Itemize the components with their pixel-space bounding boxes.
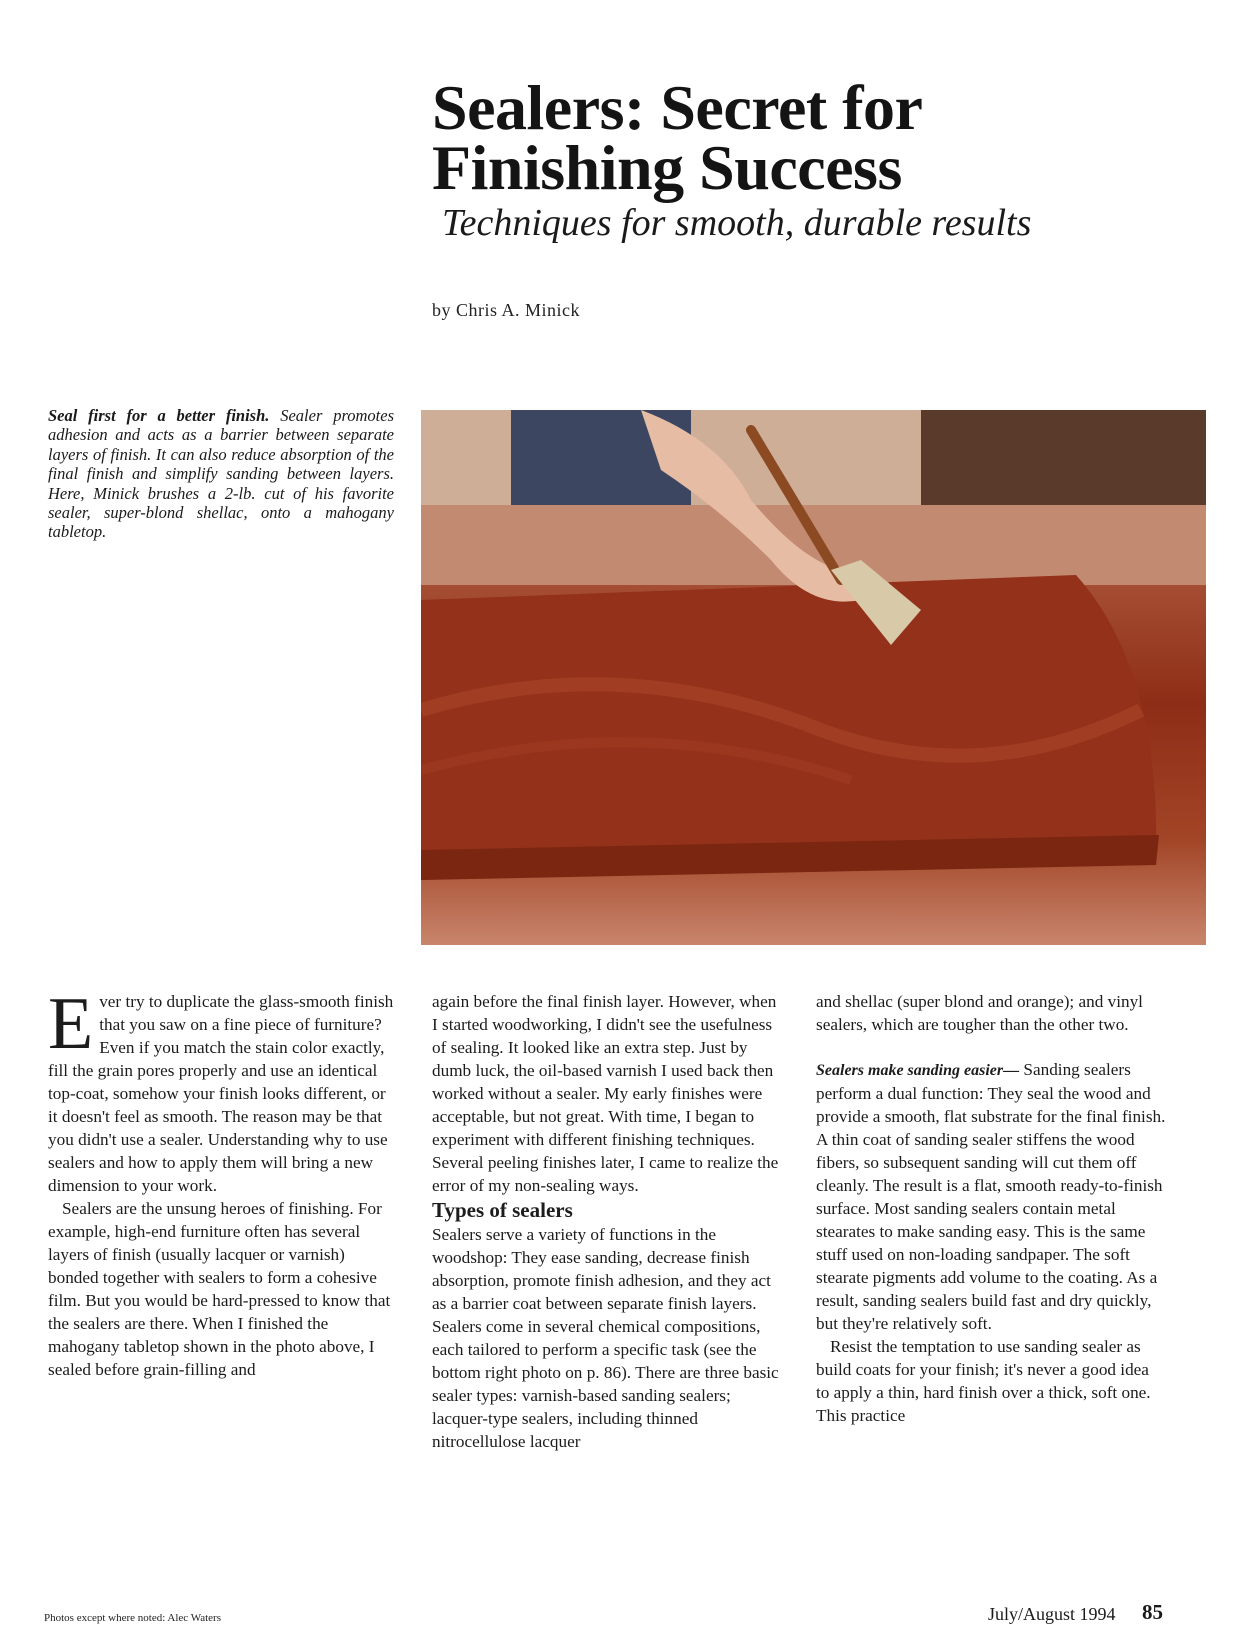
background-shelf: [921, 410, 1206, 510]
paragraph-4: Sealers serve a variety of functions in the woodshop: They ease sanding, decrease finish absorption, promote finish adhesion, and they act as a barrier coat between separate finish layers. Sealers come in several chemical compositions, each tailored to perform a specific task (see the bottom right photo on p. 86). There are three basic sealer types: varnish-based sanding sealers; lacquer-type sealers, including thinned nitrocellulose lacquer: [432, 1225, 779, 1451]
photo-caption: [48, 406, 394, 542]
paragraph-intro-text: ver try to duplicate the glass-smooth finish that you saw on a fine piece of furniture? Even if you match the stain color exactly, fill the grain pores properly and use an identical top-coat, somehow your finish looks different, or it doesn't feel as smooth. The reason may be that you didn't use a sealer. Understanding why to use sealers and how to apply them will bring a new dimension to your work.: [48, 992, 394, 1195]
paragraph-spacer: [816, 1036, 1166, 1058]
body-column-1: [48, 983, 396, 1381]
caption-lead: Seal first for a better finish.: [48, 406, 270, 425]
paragraph-7: Resist the temptation to use sanding sealer as build coats for your finish; it's never a good idea to apply a thin, hard finish over a thick, soft one. This practice: [816, 1337, 1151, 1425]
title-line-1: Sealers: Secret for: [432, 72, 923, 143]
paragraph-6: [816, 1058, 1166, 1335]
body-column-3: [816, 990, 1166, 1427]
issue-date: July/August 1994: [988, 1604, 1116, 1624]
body-column-2: [432, 990, 780, 1453]
article-subtitle: Techniques for smooth, durable results: [442, 202, 1032, 244]
photo-credit: Photos except where noted: Alec Waters: [44, 1612, 221, 1624]
caption-text: Sealer promotes adhesion and acts as a barrier between separate layers of finish. It can also reduce absorption of the final finish and simplify sanding between layers. Here, Minick brushes a 2-lb. cut of his favorite sealer, super-blond shellac, onto a mahogany tabletop.: [48, 406, 394, 542]
drop-cap: E: [48, 983, 94, 1065]
title-line-2: Finishing Success: [432, 132, 902, 203]
article-title: [432, 72, 1212, 203]
section-heading-types-of-sealers: Types of sealers: [432, 1198, 573, 1222]
tabletop-photo-illustration: [421, 410, 1206, 945]
tabletop-photo: [421, 410, 1206, 945]
page-number: 85: [1142, 1600, 1163, 1624]
run-in-heading: Sealers make sanding easier—: [816, 1062, 1020, 1079]
paragraph-intro: [48, 983, 396, 1197]
mahogany-tabletop: [421, 575, 1156, 880]
paragraph-2: Sealers are the unsung heroes of finishing. For example, high-end furniture often has several layers of finish (usually lacquer or varnish) bonded together with sealers to form a cohesive film. But you would be hard-pressed to know that the sealers are there. When I finished the mahogany tabletop shown in the photo above, I sealed before grain-filling and: [48, 1199, 391, 1379]
paragraph-5: and shellac (super blond and orange); and vinyl sealers, which are tougher than the other two.: [816, 992, 1143, 1034]
paragraph-6-text: Sanding sealers perform a dual function: They seal the wood and provide a smooth, flat substrate for the final finish. A thin coat of sanding sealer stiffens the wood fibers, so subsequent sanding will cut them off cleanly. The result is a flat, smooth ready-to-finish surface. Most sanding sealers contain metal stearates to make sanding easy. This is the same stuff used on non-loading sandpaper. The soft stearate pigments add volume to the coating. As a result, sanding sealers build fast and dry quickly, but they're relatively soft.: [816, 1060, 1166, 1333]
paragraph-3: again before the final finish layer. However, when I started woodworking, I didn't see the usefulness of sealing. It looked like an extra step. Just by dumb luck, the oil-based varnish I used back then worked without a sealer. My early finishes were acceptable, but not great. With time, I began to experiment with different finishing techniques. Several peeling finishes later, I came to realize the error of my non-sealing ways.: [432, 992, 779, 1195]
byline: by Chris A. Minick: [432, 300, 581, 320]
